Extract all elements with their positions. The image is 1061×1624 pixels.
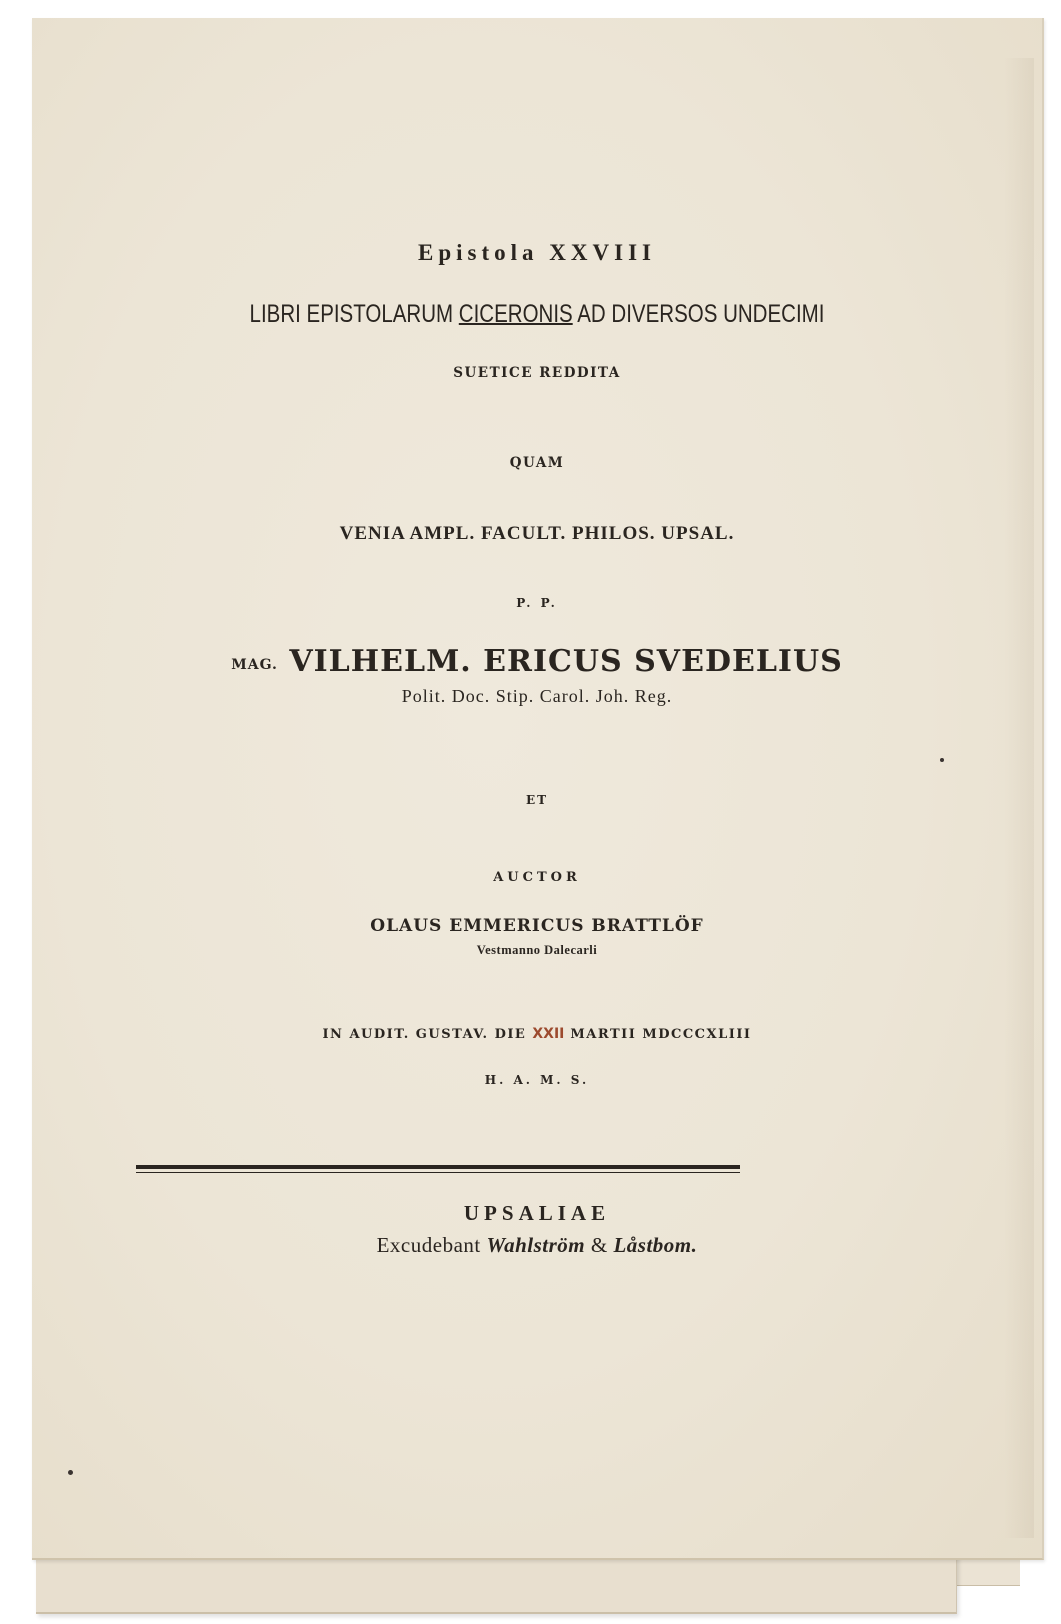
printer-line — [32, 1233, 1042, 1258]
pp-line — [32, 596, 1042, 610]
auctor-origin-line — [32, 943, 1042, 958]
date-suffix: MARTII MDCCCXLIII — [564, 1027, 752, 1042]
auctor-name-line — [32, 916, 1042, 936]
ink-speck — [68, 1470, 73, 1475]
ink-speck — [940, 758, 944, 762]
place-text: UPSALIAE — [463, 1201, 611, 1225]
et-text: ET — [525, 793, 549, 807]
praeses-title: Polit. Doc. Stip. Carol. Joh. Reg. — [401, 686, 673, 706]
paper-page — [32, 18, 1044, 1560]
praeses-title-line — [32, 686, 1042, 707]
hams-line — [32, 1073, 1042, 1087]
quam-line — [32, 455, 1042, 471]
place-line — [32, 1201, 1042, 1226]
work-title-part-1: LIBRI EPISTOLARUM — [249, 300, 459, 328]
work-title-part-2: AD DIVERSOS UNDECIMI — [572, 300, 825, 328]
auctor-name: OLAUS EMMERICUS BRATTLÖF — [370, 916, 704, 936]
printer-name-2: Låstbom. — [613, 1233, 698, 1257]
date-prefix: IN AUDIT. GUSTAV. DIE — [322, 1027, 533, 1042]
handwritten-day: XXII — [532, 1026, 565, 1042]
printer-prefix: Excudebant — [376, 1233, 487, 1257]
epistola-heading — [32, 240, 1042, 266]
double-rule-thick — [136, 1165, 740, 1169]
printer-and: & — [585, 1233, 614, 1257]
auctor-text: AUCTOR — [493, 870, 581, 885]
epistola-text: Epistola XXVIII — [418, 240, 656, 265]
double-rule-thin — [136, 1172, 740, 1173]
venia-text: VENIA AMPL. FACULT. PHILOS. UPSAL. — [339, 523, 735, 544]
et-line — [32, 793, 1042, 807]
praeses-line — [32, 644, 1042, 679]
praeses-name: VILHELM. ERICUS SVEDELIUS — [289, 644, 843, 679]
suetice-text: SUETICE REDDITA — [453, 365, 621, 381]
work-title-underlined: CICERONIS — [458, 300, 573, 328]
mag-prefix: MAG. — [231, 657, 278, 673]
quam-text: QUAM — [509, 455, 565, 471]
date-line — [32, 1026, 1042, 1042]
hams-text: H. A. M. S. — [484, 1073, 590, 1087]
work-title-line — [123, 300, 951, 329]
pp-text: P. P. — [516, 596, 558, 610]
suetice-line — [32, 365, 1042, 381]
auctor-origin: Vestmanno Dalecarli — [476, 943, 598, 957]
printer-name-1: Wahlström — [486, 1233, 586, 1257]
venia-line — [32, 523, 1042, 545]
auctor-line — [32, 870, 1042, 885]
